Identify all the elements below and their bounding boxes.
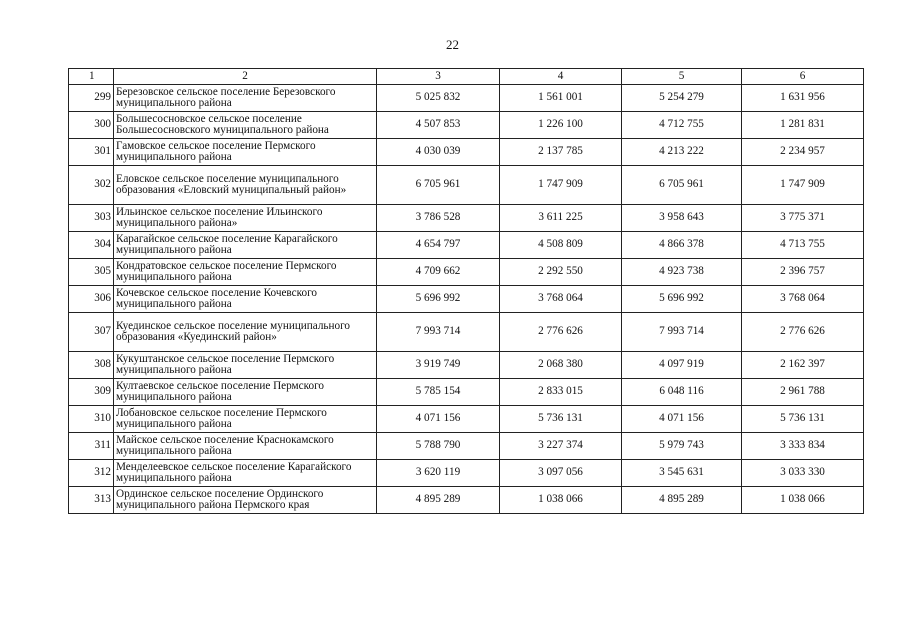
settlement-name: Кукуштанское сельское поселение Пермского муниципального района (114, 352, 377, 379)
table-row (69, 166, 864, 205)
value-col-6: 1 038 066 (742, 487, 864, 514)
value-col-4: 3 097 056 (500, 460, 622, 487)
value-col-6: 2 776 626 (742, 313, 864, 352)
value-col-3: 6 705 961 (377, 166, 500, 205)
table-row (69, 313, 864, 352)
value-col-4: 3 611 225 (500, 205, 622, 232)
row-number: 300 (69, 112, 114, 139)
settlement-name: Лобановское сельское поселение Пермского муниципального района (114, 406, 377, 433)
table-row (69, 286, 864, 313)
value-col-3: 5 788 790 (377, 433, 500, 460)
value-col-4: 4 508 809 (500, 232, 622, 259)
value-col-3: 3 786 528 (377, 205, 500, 232)
table-header-row (69, 69, 864, 85)
value-col-4: 5 736 131 (500, 406, 622, 433)
value-col-6: 2 162 397 (742, 352, 864, 379)
value-col-6: 3 775 371 (742, 205, 864, 232)
settlement-name: Гамовское сельское поселение Пермского муниципального района (114, 139, 377, 166)
settlement-name: Ильинское сельское поселение Ильинского муниципального района» (114, 205, 377, 232)
value-col-5: 5 254 279 (622, 85, 742, 112)
table-row (69, 112, 864, 139)
value-col-4: 1 226 100 (500, 112, 622, 139)
settlement-name: Большесосновское сельское поселение Большесосновского муниципального района (114, 112, 377, 139)
value-col-6: 3 033 330 (742, 460, 864, 487)
table-row (69, 406, 864, 433)
value-col-5: 4 097 919 (622, 352, 742, 379)
value-col-3: 3 620 119 (377, 460, 500, 487)
value-col-3: 3 919 749 (377, 352, 500, 379)
table-row (69, 460, 864, 487)
page-number: 22 (446, 37, 459, 52)
value-col-4: 2 068 380 (500, 352, 622, 379)
value-col-3: 4 654 797 (377, 232, 500, 259)
table-row (69, 379, 864, 406)
value-col-3: 4 709 662 (377, 259, 500, 286)
value-col-6: 1 281 831 (742, 112, 864, 139)
column-header: 5 (622, 69, 742, 85)
table-row (69, 487, 864, 514)
settlement-name: Майское сельское поселение Краснокамского муниципального района (114, 433, 377, 460)
row-number: 309 (69, 379, 114, 406)
table-row (69, 259, 864, 286)
column-header: 4 (500, 69, 622, 85)
value-col-5: 4 866 378 (622, 232, 742, 259)
settlement-name: Кондратовское сельское поселение Пермского муниципального района (114, 259, 377, 286)
settlement-name: Березовское сельское поселение Березовского муниципального района (114, 85, 377, 112)
value-col-4: 2 776 626 (500, 313, 622, 352)
row-number: 301 (69, 139, 114, 166)
value-col-3: 5 785 154 (377, 379, 500, 406)
row-number: 306 (69, 286, 114, 313)
table-row (69, 139, 864, 166)
value-col-6: 4 713 755 (742, 232, 864, 259)
value-col-6: 1 747 909 (742, 166, 864, 205)
value-col-4: 1 747 909 (500, 166, 622, 205)
value-col-3: 4 507 853 (377, 112, 500, 139)
value-col-4: 1 038 066 (500, 487, 622, 514)
settlement-name: Култаевское сельское поселение Пермского муниципального района (114, 379, 377, 406)
value-col-5: 4 895 289 (622, 487, 742, 514)
settlement-name: Менделеевское сельское поселение Карагайского муниципального района (114, 460, 377, 487)
row-number: 308 (69, 352, 114, 379)
value-col-6: 2 396 757 (742, 259, 864, 286)
value-col-4: 3 768 064 (500, 286, 622, 313)
value-col-6: 2 961 788 (742, 379, 864, 406)
value-col-5: 4 923 738 (622, 259, 742, 286)
value-col-5: 3 545 631 (622, 460, 742, 487)
column-header: 6 (742, 69, 864, 85)
value-col-5: 4 213 222 (622, 139, 742, 166)
value-col-4: 2 292 550 (500, 259, 622, 286)
column-header: 2 (114, 69, 377, 85)
value-col-3: 4 030 039 (377, 139, 500, 166)
settlement-name: Карагайское сельское поселение Карагайского муниципального района (114, 232, 377, 259)
table-row (69, 352, 864, 379)
value-col-5: 5 696 992 (622, 286, 742, 313)
row-number: 303 (69, 205, 114, 232)
table-row (69, 85, 864, 112)
table-row (69, 433, 864, 460)
row-number: 312 (69, 460, 114, 487)
row-number: 305 (69, 259, 114, 286)
value-col-6: 3 768 064 (742, 286, 864, 313)
column-header: 1 (69, 69, 114, 85)
value-col-4: 3 227 374 (500, 433, 622, 460)
table-row (69, 205, 864, 232)
row-number: 302 (69, 166, 114, 205)
settlement-name: Еловское сельское поселение муниципального образования «Еловский муниципальный район» (114, 166, 377, 205)
value-col-5: 5 979 743 (622, 433, 742, 460)
value-col-6: 1 631 956 (742, 85, 864, 112)
value-col-3: 4 071 156 (377, 406, 500, 433)
value-col-5: 7 993 714 (622, 313, 742, 352)
value-col-4: 2 137 785 (500, 139, 622, 166)
value-col-5: 4 071 156 (622, 406, 742, 433)
value-col-4: 1 561 001 (500, 85, 622, 112)
value-col-5: 4 712 755 (622, 112, 742, 139)
value-col-3: 5 696 992 (377, 286, 500, 313)
row-number: 311 (69, 433, 114, 460)
value-col-3: 7 993 714 (377, 313, 500, 352)
settlement-name: Куединское сельское поселение муниципального образования «Куединский район» (114, 313, 377, 352)
value-col-6: 5 736 131 (742, 406, 864, 433)
value-col-6: 2 234 957 (742, 139, 864, 166)
value-col-5: 6 048 116 (622, 379, 742, 406)
table-row (69, 232, 864, 259)
column-header: 3 (377, 69, 500, 85)
data-table (68, 68, 864, 514)
value-col-3: 4 895 289 (377, 487, 500, 514)
settlement-name: Кочевское сельское поселение Кочевского муниципального района (114, 286, 377, 313)
value-col-3: 5 025 832 (377, 85, 500, 112)
value-col-5: 6 705 961 (622, 166, 742, 205)
settlement-name: Ординское сельское поселение Ординского муниципального района Пермского края (114, 487, 377, 514)
row-number: 307 (69, 313, 114, 352)
row-number: 313 (69, 487, 114, 514)
value-col-4: 2 833 015 (500, 379, 622, 406)
row-number: 310 (69, 406, 114, 433)
value-col-5: 3 958 643 (622, 205, 742, 232)
value-col-6: 3 333 834 (742, 433, 864, 460)
row-number: 299 (69, 85, 114, 112)
row-number: 304 (69, 232, 114, 259)
